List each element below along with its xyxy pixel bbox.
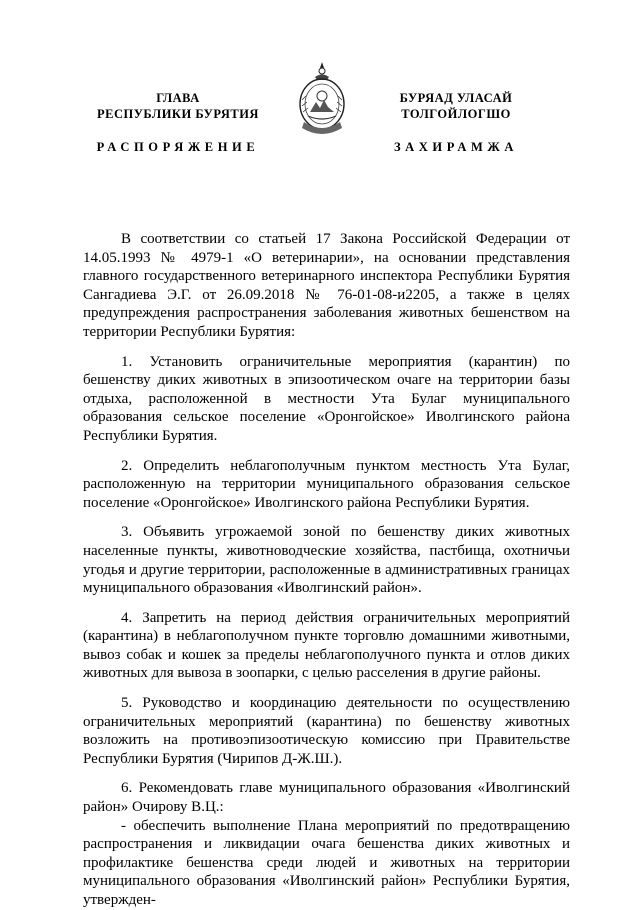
- document-body: [83, 230, 570, 910]
- doc-type-left: РАСПОРЯЖЕНИЕ: [96, 140, 260, 154]
- preamble-paragraph: В соответствии со статьей 17 Закона Российской Федерации от 14.05.1993 № 4979-1 «О ветеринарии», на основании представления главного государственного ветеринарного инспектора Республики Бурятия Сангадиева Э.Г. от 26.09.2018 № 76-01-08-и2205, а также в целях предупреждения распространения заболевания животных бешенством на территории Республики Бурятия:: [83, 231, 570, 340]
- header-left-title: [78, 90, 278, 122]
- header-left-line1: ГЛАВА: [156, 91, 200, 105]
- header-right-line2: ТОЛГОЙЛОГШО: [401, 107, 511, 121]
- coat-of-arms-emblem-icon: [296, 60, 348, 140]
- item-3-paragraph: 3. Объявить угрожаемой зоной по бешенству диких животных населенные пункты, животноводческие хозяйства, пастбища, охотничьи угодья и другие территории, расположенные в административных границах муниципального образования «Иволгинский район».: [83, 524, 570, 597]
- header-right-title: [356, 90, 556, 122]
- item-6-paragraph: 6. Рекомендовать главе муниципального образования «Иволгинский район» Очирову В.Ц.:: [83, 780, 570, 816]
- item-2-paragraph: 2. Определить неблагополучным пунктом местность Ута Булаг, расположенную на территории муниципального образования сельское поселение «Оронгойское» Иволгинского района Республики Бурятия.: [83, 457, 570, 511]
- item-5-paragraph: 5. Руководство и координацию деятельности по осуществлению ограничительных мероприятий (карантина) по бешенству животных возложить на противоэпизоотическую комиссию при Правительстве Республики Бурятия (Чирипов Д-Ж.Ш.).: [83, 695, 570, 767]
- item-6-subitem: - обеспечить выполнение Плана мероприятий по предотвращению распространения и ликвидации очага бешенства диких животных и профилактике бешенства среди людей и животных на территории муниципального образования «Иволгинский район» Республики Бурятия, утвержден-: [83, 817, 570, 908]
- header-right-line1: БУРЯАД УЛАСАЙ: [399, 91, 513, 105]
- header-left-line2: РЕСПУБЛИКИ БУРЯТИЯ: [97, 107, 259, 121]
- item-4-paragraph: 4. Запретить на период действия ограничительных мероприятий (карантина) в неблагополучном пункте торговлю домашними животными, вывоз собак и кошек за пределы неблагополучного пункта и отлов диких животных для вывоза в зоопарки, с целью расселения в другие районы.: [83, 609, 570, 682]
- item-1-paragraph: 1. Установить ограничительные мероприятия (карантин) по бешенству диких животных в эпизоотическом очаге на территории базы отдыха, расположенной в местности Ута Булаг муниципального образования сельское поселение «Оронгойское» Иволгинского района Республики Бурятия.: [83, 353, 570, 444]
- doc-type-right: ЗАХИРАМЖА: [393, 140, 519, 154]
